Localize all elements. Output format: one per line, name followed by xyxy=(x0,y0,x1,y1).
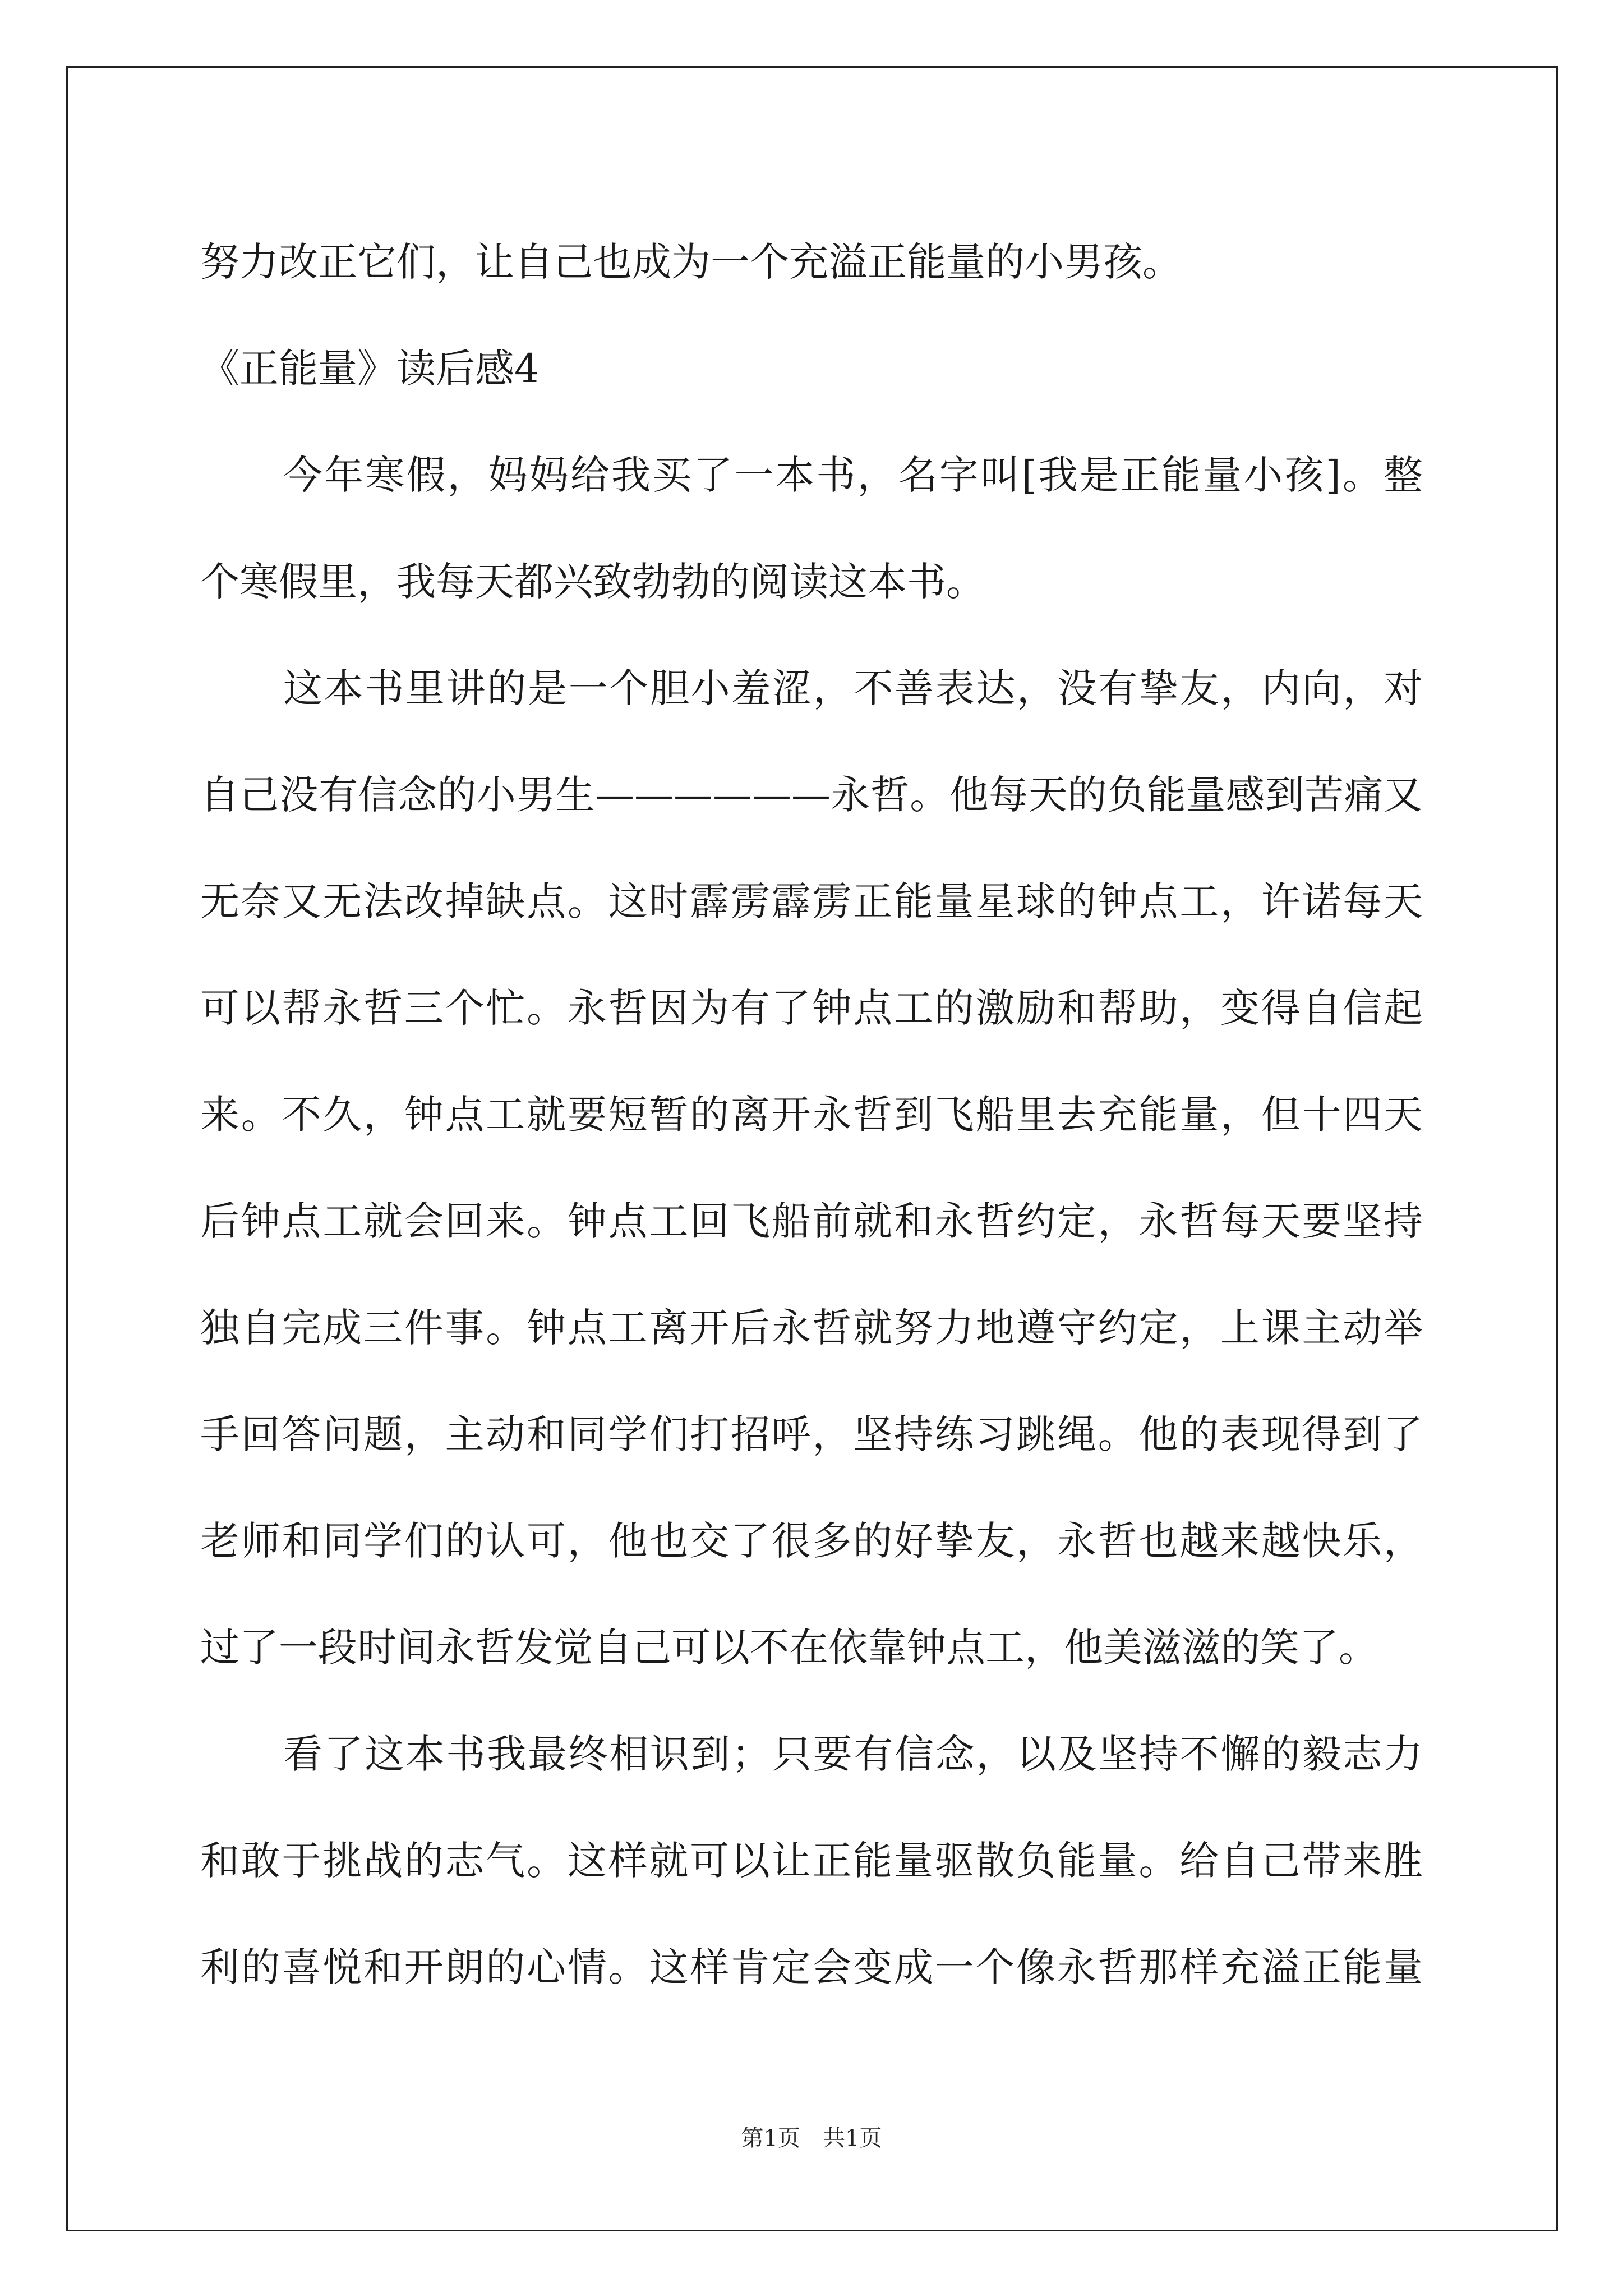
paragraph-line: 无奈又无法改掉缺点。这时霹雳霹雳正能量星球的钟点工，许诺每天 xyxy=(200,878,1423,924)
paragraph-line: 手回答问题，主动和同学们打招呼，坚持练习跳绳。他的表现得到了 xyxy=(200,1411,1423,1457)
paragraph-line: 努力改正它们，让自己也成为一个充溢正能量的小男孩。 xyxy=(200,239,1182,285)
paragraph-line: 个寒假里，我每天都兴致勃勃的阅读这本书。 xyxy=(200,559,985,605)
paragraph-line: 独自完成三件事。钟点工离开后永哲就努力地遵守约定，上课主动举 xyxy=(200,1305,1423,1351)
paragraph-line: 这本书里讲的是一个胆小羞涩，不善表达，没有挚友，内向，对 xyxy=(283,665,1423,711)
paragraph-line: 后钟点工就会回来。钟点工回飞船前就和永哲约定，永哲每天要坚持 xyxy=(200,1198,1423,1244)
paragraph-line: 老师和同学们的认可，他也交了很多的好挚友，永哲也越来越快乐， xyxy=(200,1518,1423,1564)
paragraph-line: 看了这本书我最终相识到；只要有信念，以及坚持不懈的毅志力 xyxy=(283,1731,1423,1777)
page-number-footer: 第1页 共1页 xyxy=(741,2125,882,2151)
paragraph-line: 自己没有信念的小男生——————永哲。他每天的负能量感到苦痛又 xyxy=(200,772,1423,818)
paragraph-line: 和敢于挑战的志气。这样就可以让正能量驱散负能量。给自己带来胜 xyxy=(200,1838,1423,1884)
paragraph-line: 今年寒假，妈妈给我买了一本书，名字叫[我是正能量小孩]。整 xyxy=(283,452,1423,498)
paragraph-line: 利的喜悦和开朗的心情。这样肯定会变成一个像永哲那样充溢正能量 xyxy=(200,1944,1423,1990)
paragraph-line: 过了一段时间永哲发觉自己可以不在依靠钟点工，他美滋滋的笑了。 xyxy=(200,1625,1378,1671)
paragraph-line: 来。不久，钟点工就要短暂的离开永哲到飞船里去充能量，但十四天 xyxy=(200,1092,1423,1138)
document-body xyxy=(200,209,1423,2021)
section-heading: 《正能量》读后感4 xyxy=(200,346,540,392)
paragraph-line: 可以帮永哲三个忙。永哲因为有了钟点工的激励和帮助，变得自信起 xyxy=(200,985,1423,1031)
